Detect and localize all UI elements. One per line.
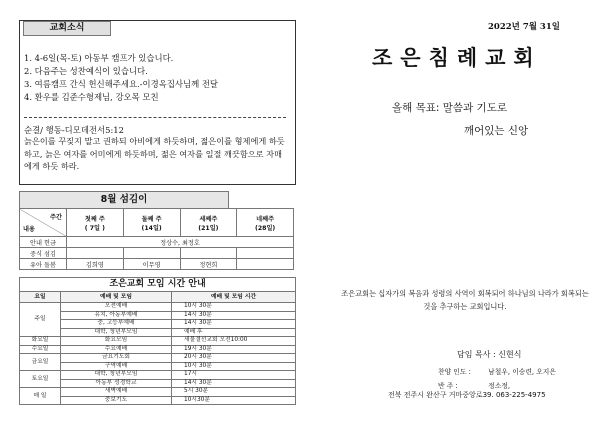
table-row (20, 328, 296, 337)
news-list (24, 52, 218, 104)
cleaning-title: 8월 섬김이 (19, 191, 229, 209)
senior-pastor: 담임 목사 : 신현식 (457, 350, 522, 359)
meeting-cell: 유치, 아동부예배 (61, 311, 172, 320)
table-row (20, 237, 294, 248)
time-cell: 10시 30분 (172, 362, 296, 371)
table-cell: 정현희 (180, 259, 237, 270)
meeting-cell: 구역예배 (61, 362, 172, 371)
table-row (20, 248, 294, 259)
motto-line-1: 올해 목표: 말씀과 기도로 (392, 102, 507, 114)
table-row (20, 337, 296, 346)
table-row (20, 292, 296, 303)
schedule-table (19, 291, 296, 405)
day-cell: 금요일 (20, 354, 61, 371)
table-row (20, 311, 296, 320)
table-row (20, 209, 294, 237)
table-cell (237, 259, 294, 270)
table-cell (180, 248, 237, 259)
church-name: 조은침례교회 (372, 46, 542, 70)
news-item: 2. 다음주는 성찬예식이 있습니다. (24, 66, 148, 76)
worship-leaders-names: 남철우, 이승련, 오지은 (488, 368, 556, 376)
meeting-cell: 아동부 성경학교 (61, 379, 172, 388)
time-cell: 19시 30분 (172, 345, 296, 354)
schedule-title: 조은교회 모임 시간 안내 (19, 277, 296, 292)
meeting-cell: 중보기도 (61, 396, 172, 405)
week-header: 세째주 (21일) (180, 209, 237, 237)
dashed-divider (24, 117, 286, 118)
verse-reference: 순결/ 행동-디모데전서5:12 (24, 125, 124, 135)
table-cell: 김희영 (67, 259, 124, 270)
church-address: 전북 전주시 완산구 거마중앙로39. 063-225-4975 (388, 391, 546, 399)
bulletin-date: 2022년 7월 31일 (488, 22, 560, 32)
time-cell: 5시 30분 (172, 388, 296, 397)
meeting-cell: 금요기도회 (61, 354, 172, 363)
accompanist (438, 380, 510, 390)
day-cell: 수요일 (20, 345, 61, 354)
time-cell: 예배 후 (172, 328, 296, 337)
time-cell: 10시30분 (172, 396, 296, 405)
table-row (20, 320, 296, 329)
accompanist-name: 정소정, (488, 382, 511, 390)
header-cell: 예배 및 모임 (61, 292, 172, 303)
table-row (20, 345, 296, 354)
table-cell (237, 248, 294, 259)
time-cell: 14시 30분 (172, 379, 296, 388)
day-cell: 주일 (20, 303, 61, 337)
verse-text: 늙은이를 꾸짖지 말고 권하되 아비에게 하듯하며, 젊은이를 형제에게 하듯하고, 늙은 여자를 어미에게 하듯하며, 젊은 여자를 일절 깨끗함으로 자매에게 하듯 하라. (24, 136, 285, 171)
table-row (20, 379, 296, 388)
meeting-cell: 대학, 청년부모임 (61, 328, 172, 337)
news-heading: 교회소식 (23, 21, 111, 36)
table-row (20, 388, 296, 397)
worship-leaders (438, 366, 556, 376)
week-header: 네째주 (28일) (237, 209, 294, 237)
news-item: 1. 4-6일(목-토) 아동부 캠프가 있습니다. (24, 53, 174, 63)
mission-statement: 조은교회는 십자가의 복음과 성령의 사역이 회복되어 하나님의 나라가 회복되는 것을 추구하는 교회입니다. (341, 289, 589, 311)
time-cell: 20시 30분 (172, 354, 296, 363)
header-cell: 예배 및 모임 시간 (172, 292, 296, 303)
meeting-cell: 새벽예배 (61, 388, 172, 397)
time-cell: 14시 30분 (172, 311, 296, 320)
week-header: 첫째 주 ( 7일 ) (67, 209, 124, 237)
merged-cell: 정상수, 최정호 (67, 237, 294, 248)
time-cell: 10시 30분 (172, 303, 296, 312)
news-item: 4. 환우를 김준수형제님, 강오목 모친 (24, 92, 159, 102)
week-header: 둘째 주 (14일) (123, 209, 180, 237)
meeting-cell: 중, 고등부예배 (61, 320, 172, 329)
meeting-cell: 수요예배 (61, 345, 172, 354)
table-cell (67, 248, 124, 259)
table-row (20, 396, 296, 405)
time-cell: 17시 (172, 371, 296, 380)
table-row (20, 303, 296, 312)
header-cell: 요일 (20, 292, 61, 303)
news-item: 3. 여름캠프 간식 헌신해주세요.-이경옥집사님께 전달 (24, 79, 219, 89)
time-cell: 새물결선교회 오전10:00 (172, 337, 296, 346)
table-row (20, 259, 294, 270)
row-label: 중식 섬김 (20, 248, 67, 259)
corner-bottom-label: 내용 (23, 226, 35, 233)
day-cell: 매 일 (20, 388, 61, 405)
day-cell: 화요일 (20, 337, 61, 346)
row-label: 안내 헌금 (20, 237, 67, 248)
cleaning-table (19, 208, 294, 270)
meeting-cell: 화요모임 (61, 337, 172, 346)
corner-cell (20, 209, 67, 237)
time-cell: 14시 30분 (172, 320, 296, 329)
meeting-cell: 오전예배 (61, 303, 172, 312)
motto-line-2: 깨어있는 신앙 (464, 125, 529, 137)
table-row (20, 371, 296, 380)
accompanist-label: 반 주 : (438, 382, 458, 390)
table-row (20, 362, 296, 371)
table-cell: 이무영 (123, 259, 180, 270)
worship-leaders-label: 찬양 인도 : (438, 368, 471, 376)
corner-top-label: 주간 (50, 214, 62, 221)
row-label: 유아 돌봄 (20, 259, 67, 270)
table-cell (123, 248, 180, 259)
day-cell: 토요일 (20, 371, 61, 388)
meeting-cell: 대학, 청년부모임 (61, 371, 172, 380)
table-row (20, 354, 296, 363)
